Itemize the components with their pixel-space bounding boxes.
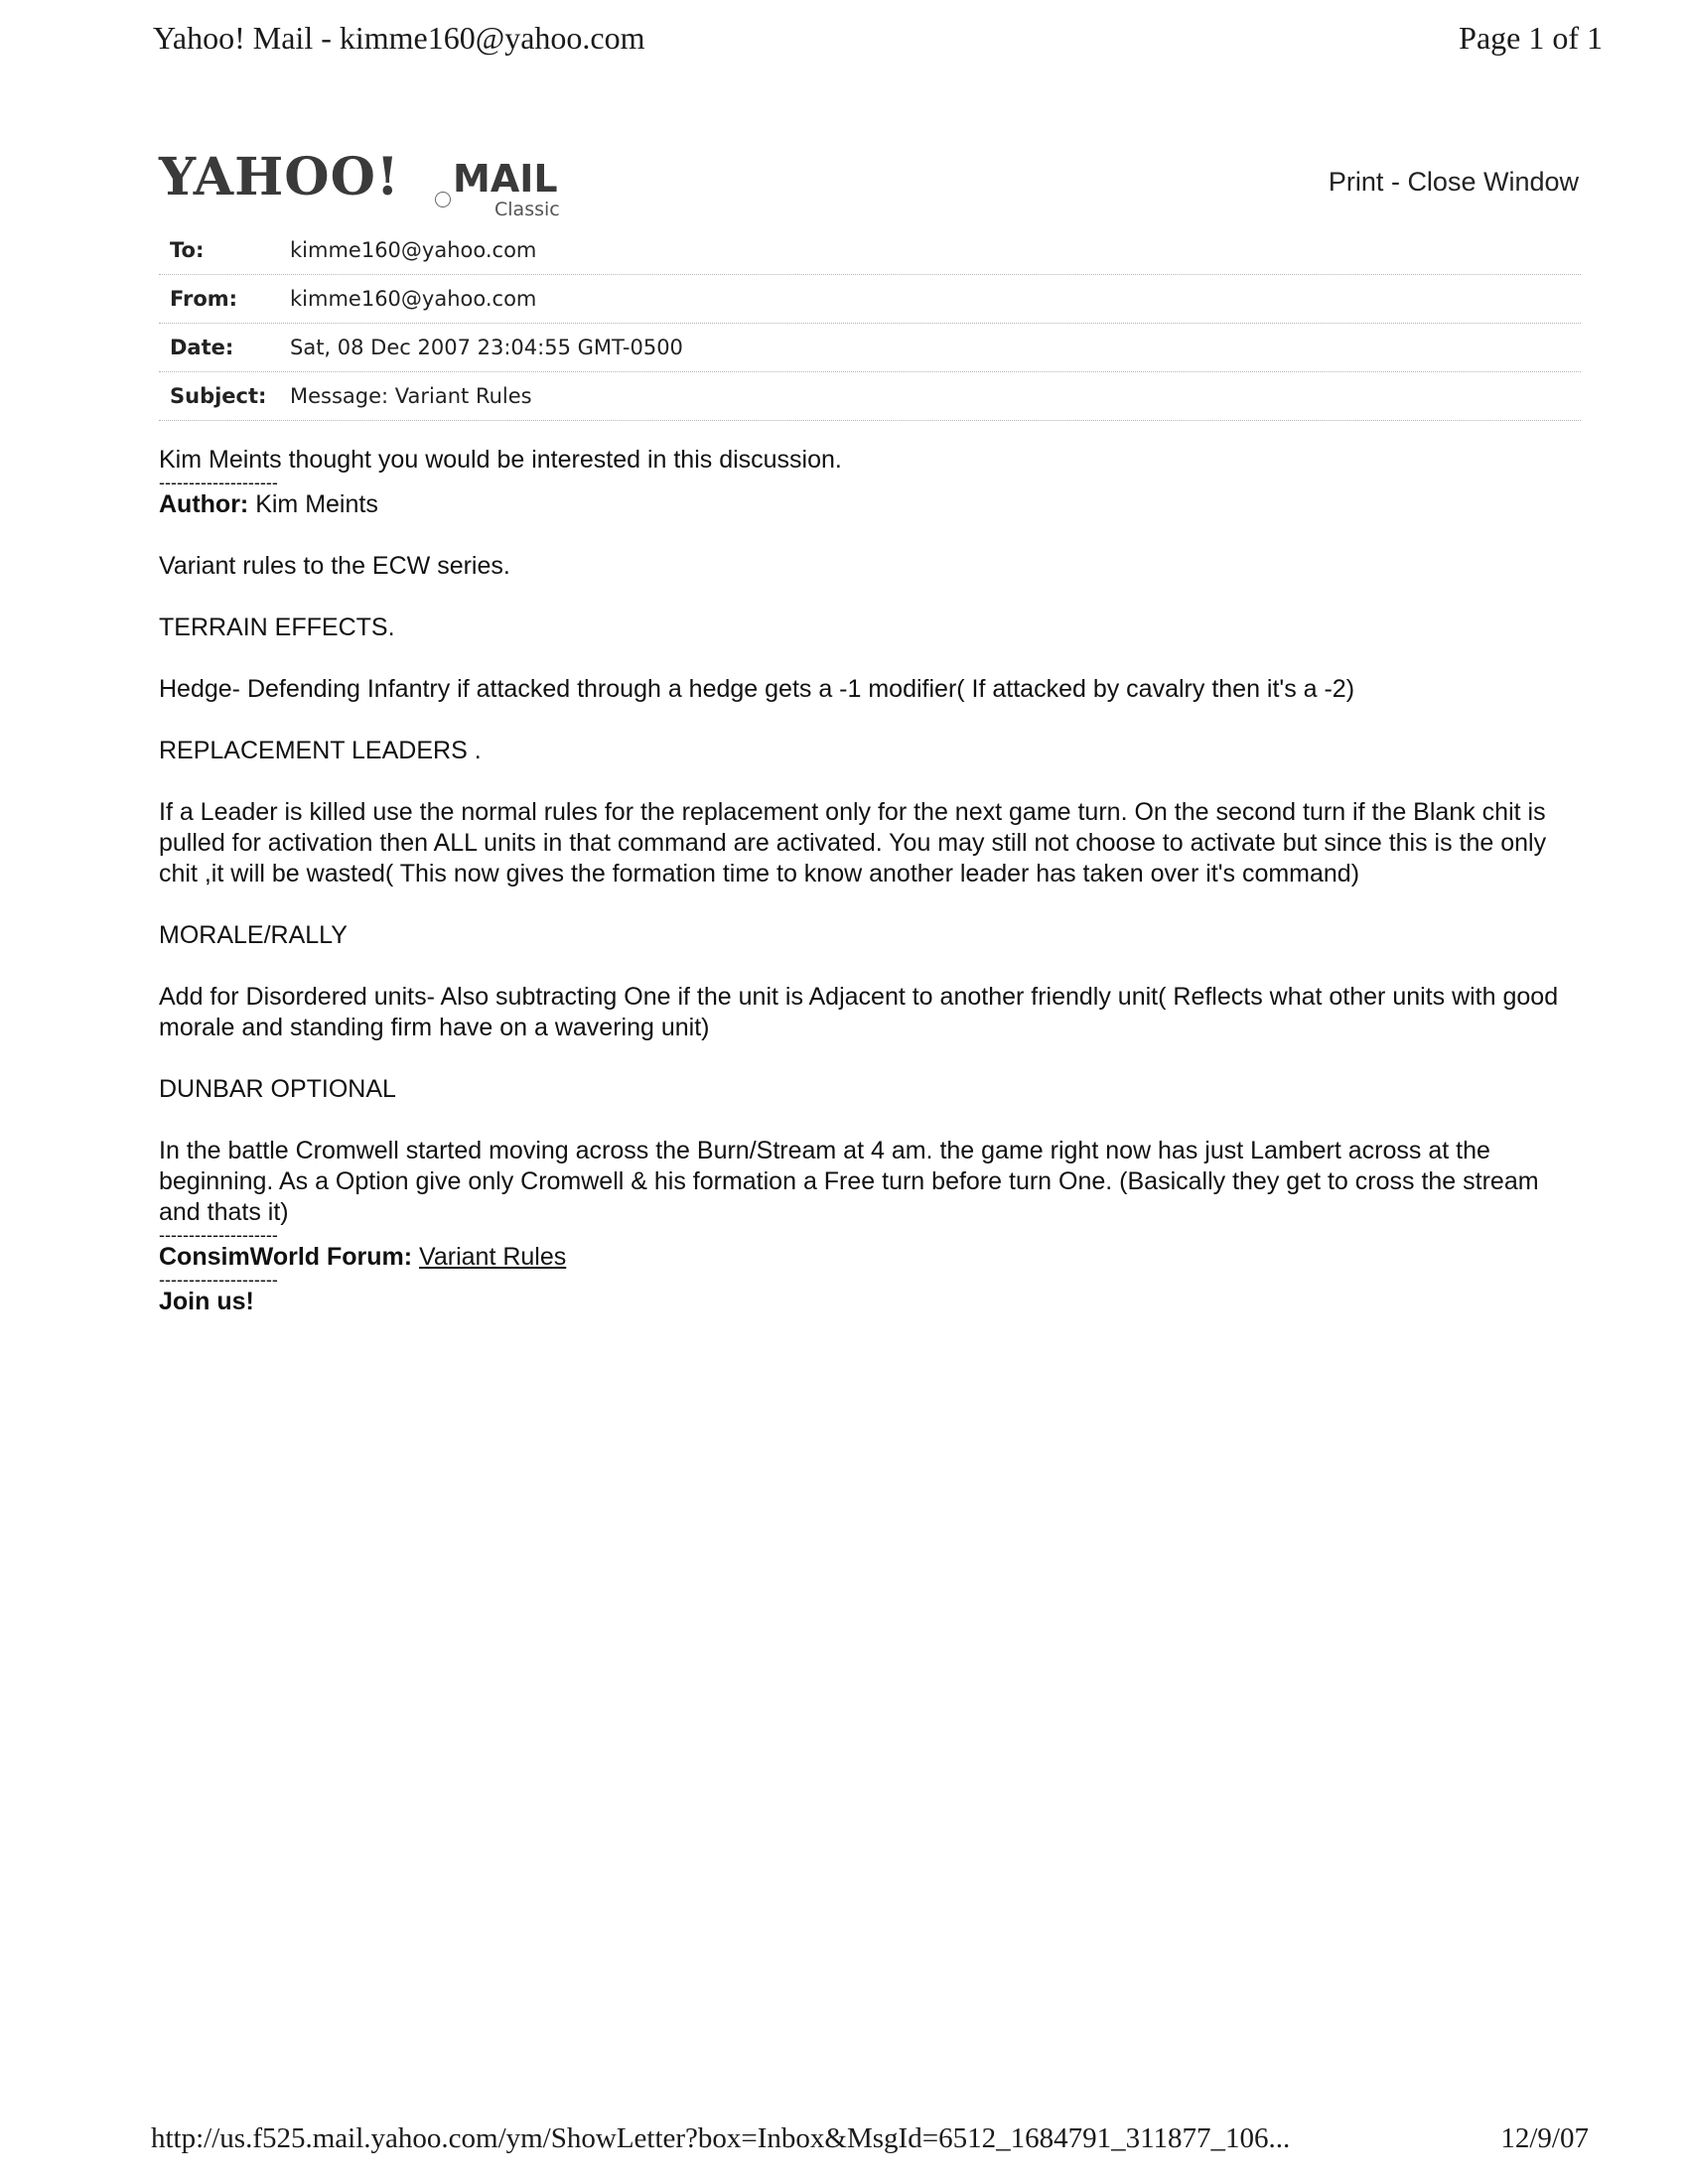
- forum-link[interactable]: Variant Rules: [419, 1243, 567, 1271]
- paragraph: Hedge- Defending Infantry if attacked through a hedge gets a -1 modifier( If attacked by cavalry then it's a -2): [159, 675, 1355, 703]
- header-value: kimme160@yahoo.com: [290, 238, 537, 262]
- author-name: Kim Meints: [248, 490, 378, 518]
- paragraph: Add for Disordered units- Also subtracting One if the unit is Adjacent to another friendly unit( Reflects what other units with good morale and standing firm have on a wavering unit): [159, 983, 1559, 1041]
- header-row-date: [159, 324, 1581, 372]
- message-headers: [159, 226, 1581, 421]
- join-text: Join us!: [159, 1288, 254, 1315]
- registered-mark-icon: [435, 192, 451, 207]
- section-heading: TERRAIN EFFECTS.: [159, 614, 395, 641]
- header-label: Date:: [170, 336, 234, 359]
- paragraph: Variant rules to the ECW series.: [159, 552, 510, 580]
- forum-label: ConsimWorld Forum:: [159, 1243, 413, 1271]
- separator: --------------------: [159, 1270, 278, 1290]
- logo-classic-text: Classic: [494, 199, 560, 220]
- join-line: [159, 1287, 1569, 1317]
- print-header-page: Page 1 of 1: [1459, 20, 1603, 56]
- header-label: From:: [170, 287, 238, 311]
- actions-separator: -: [1383, 167, 1408, 197]
- print-actions: [1329, 167, 1579, 198]
- header-value: kimme160@yahoo.com: [290, 287, 537, 311]
- section-heading: DUNBAR OPTIONAL: [159, 1075, 396, 1103]
- paragraph: In the battle Cromwell started moving across the Burn/Stream at 4 am. the game right now has just Lambert across at the beginning. As a Option give only Cromwell & his formation a Free turn before turn One. (Basically they get to cross the stream and thats it): [159, 1137, 1539, 1226]
- section-heading: REPLACEMENT LEADERS .: [159, 737, 482, 764]
- header-label: To:: [170, 238, 205, 262]
- intro-text: Kim Meints thought you would be interested in this discussion.: [159, 446, 842, 474]
- logo-yahoo-text: YAHOO!: [159, 147, 400, 207]
- paragraph: If a Leader is killed use the normal rules for the replacement only for the next game turn. On the second turn if the Blank chit is pulled for activation then ALL units in that command are activated. You may still not choose to activate but since this is the only chit ,it will be wasted( This now gives the formation time to know another leader has taken over it's command): [159, 798, 1547, 887]
- header-row-from: [159, 275, 1581, 324]
- print-footer: [151, 2122, 1589, 2162]
- separator: --------------------: [159, 473, 278, 492]
- message-body: [159, 445, 1569, 1348]
- print-header: [153, 20, 1603, 64]
- print-header-title: Yahoo! Mail - kimme160@yahoo.com: [153, 20, 645, 56]
- header-value: Sat, 08 Dec 2007 23:04:55 GMT-0500: [290, 336, 683, 359]
- footer-date: 12/9/07: [1500, 2122, 1589, 2154]
- header-value: Message: Variant Rules: [290, 384, 532, 408]
- section-heading: MORALE/RALLY: [159, 921, 348, 949]
- separator: --------------------: [159, 1225, 278, 1245]
- header-row-subject: [159, 372, 1581, 421]
- footer-url: http://us.f525.mail.yahoo.com/ym/ShowLetter?box=Inbox&MsgId=6512_1684791_311877_106...: [151, 2122, 1291, 2154]
- print-link[interactable]: Print: [1328, 167, 1384, 197]
- header-label: Subject:: [170, 384, 267, 408]
- header-row-to: [159, 226, 1581, 275]
- forum-line: [159, 1242, 1569, 1273]
- logo-mail-text: MAIL: [453, 157, 558, 201]
- yahoo-mail-logo: [159, 147, 576, 221]
- author-line: [159, 489, 1569, 520]
- close-window-link[interactable]: Close Window: [1407, 167, 1579, 197]
- author-label: Author:: [159, 490, 249, 518]
